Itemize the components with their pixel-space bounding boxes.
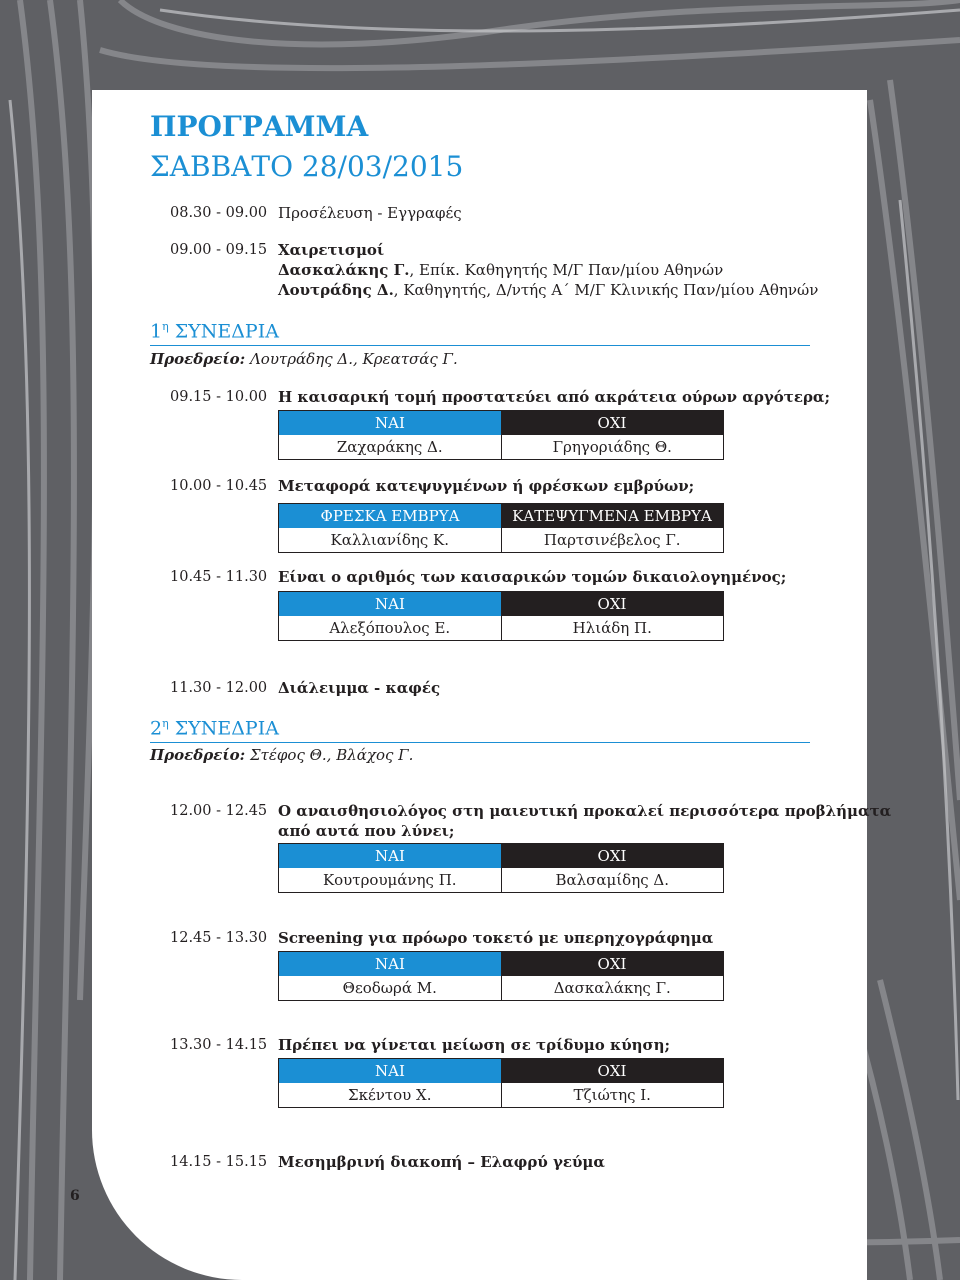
time-slot: 11.30 - 12.00 bbox=[170, 680, 268, 696]
debate-question: Μεταφορά κατεψυγμένων ή φρέσκων εμβρύων; bbox=[278, 477, 695, 495]
no-speaker: Γρηγοριάδης Θ. bbox=[552, 438, 672, 456]
no-header: ΟΧΙ bbox=[501, 411, 723, 435]
no-header: ΟΧΙ bbox=[501, 1059, 723, 1083]
session-divider bbox=[150, 345, 810, 346]
time-slot: 13.30 - 14.15 bbox=[170, 1037, 268, 1053]
yes-speaker: Ζαχαράκης Δ. bbox=[279, 435, 502, 459]
debate-question: Η καισαρική τομή προστατεύει από ακράτεια ούρων αργότερα; bbox=[278, 388, 831, 406]
break-label: Μεσημβρινή διακοπή – Ελαφρύ γεύμα bbox=[278, 1153, 605, 1171]
yes-speaker: Καλλιανίδης Κ. bbox=[279, 528, 502, 552]
debate-question-cont: από αυτά που λύνει; bbox=[278, 822, 455, 840]
schedule-item: Προσέλευση - Εγγραφές bbox=[278, 204, 462, 222]
debate-table bbox=[278, 503, 724, 553]
debate-question: Ο αναισθησιολόγος στη μαιευτική προκαλεί περισσότερα προβλήματα bbox=[278, 802, 892, 820]
session-chairs: Προεδρείο: Λουτράδης Δ., Κρεατσάς Γ. bbox=[150, 350, 458, 368]
no-header: ΟΧΙ bbox=[501, 844, 723, 868]
no-header: ΟΧΙ bbox=[501, 592, 723, 616]
yes-header: ΝΑΙ bbox=[279, 1059, 501, 1083]
yes-header: ΝΑΙ bbox=[279, 844, 501, 868]
debate-question: Πρέπει να γίνεται μείωση σε τρίδυμο κύηση; bbox=[278, 1036, 671, 1054]
time-slot: 09.15 - 10.00 bbox=[170, 389, 268, 405]
program-date: ΣΑΒΒΑΤΟ 28/03/2015 bbox=[150, 150, 464, 183]
session-heading: $2^\eta$ ΣΥΝΕΔΡΙΑ bbox=[150, 717, 279, 740]
debate-question: Είναι ο αριθμός των καισαρικών τομών δικαιολογημένος; bbox=[278, 568, 787, 586]
time-slot: 09.00 - 09.15 bbox=[170, 242, 268, 258]
session-heading: $1^\eta$ ΣΥΝΕΔΡΙΑ bbox=[150, 320, 279, 343]
yes-speaker: Αλεξόπουλος Ε. bbox=[279, 616, 502, 640]
session-chairs: Προεδρείο: Στέφος Θ., Βλάχος Γ. bbox=[150, 746, 414, 764]
no-header: ΟΧΙ bbox=[501, 952, 723, 976]
time-slot: 08.30 - 09.00 bbox=[170, 205, 268, 221]
yes-speaker: Κουτρουμάνης Π. bbox=[279, 868, 502, 892]
schedule-item: Χαιρετισμοί bbox=[278, 241, 385, 259]
debate-question: Screening για πρόωρο τοκετό με υπερηχογράφημα bbox=[278, 929, 714, 947]
no-header: ΚΑΤΕΨΥΓΜΕΝΑ ΕΜΒΡΥΑ bbox=[501, 504, 723, 528]
time-slot: 10.00 - 10.45 bbox=[170, 478, 268, 494]
yes-speaker: Σκέντου Χ. bbox=[279, 1083, 502, 1107]
debate-table bbox=[278, 410, 724, 460]
time-slot: 12.00 - 12.45 bbox=[170, 803, 268, 819]
debate-table bbox=[278, 951, 724, 1001]
no-speaker: Βαλσαμίδης Δ. bbox=[555, 871, 669, 889]
time-slot: 10.45 - 11.30 bbox=[170, 569, 268, 585]
debate-table bbox=[278, 843, 724, 893]
time-slot: 14.15 - 15.15 bbox=[170, 1154, 268, 1170]
yes-header: ΝΑΙ bbox=[279, 952, 501, 976]
debate-table bbox=[278, 1058, 724, 1108]
program-title: ΠΡΟΓΡΑΜΜΑ bbox=[150, 110, 369, 143]
no-speaker: Ηλιάδη Π. bbox=[572, 619, 652, 637]
yes-speaker: Θεοδωρά Μ. bbox=[279, 976, 502, 1000]
welcome-speaker: Λουτράδης Δ., Καθηγητής, Δ/ντής Α΄ Μ/Γ Κλινικής Παν/μίου Αθηνών bbox=[278, 281, 819, 299]
break-label: Διάλειμμα - καφές bbox=[278, 679, 441, 697]
debate-table bbox=[278, 591, 724, 641]
time-slot: 12.45 - 13.30 bbox=[170, 930, 268, 946]
page-number: 6 bbox=[70, 1188, 80, 1204]
no-speaker: Δασκαλάκης Γ. bbox=[553, 979, 671, 997]
yes-header: ΝΑΙ bbox=[279, 592, 501, 616]
welcome-speaker: Δασκαλάκης Γ., Επίκ. Καθηγητής Μ/Γ Παν/μίου Αθηνών bbox=[278, 261, 724, 279]
no-speaker: Παρτσινέβελος Γ. bbox=[543, 531, 681, 549]
session-divider bbox=[150, 742, 810, 743]
no-speaker: Τζιώτης Ι. bbox=[573, 1086, 651, 1104]
yes-header: ΦΡΕΣΚΑ ΕΜΒΡΥΑ bbox=[279, 504, 501, 528]
yes-header: ΝΑΙ bbox=[279, 411, 501, 435]
